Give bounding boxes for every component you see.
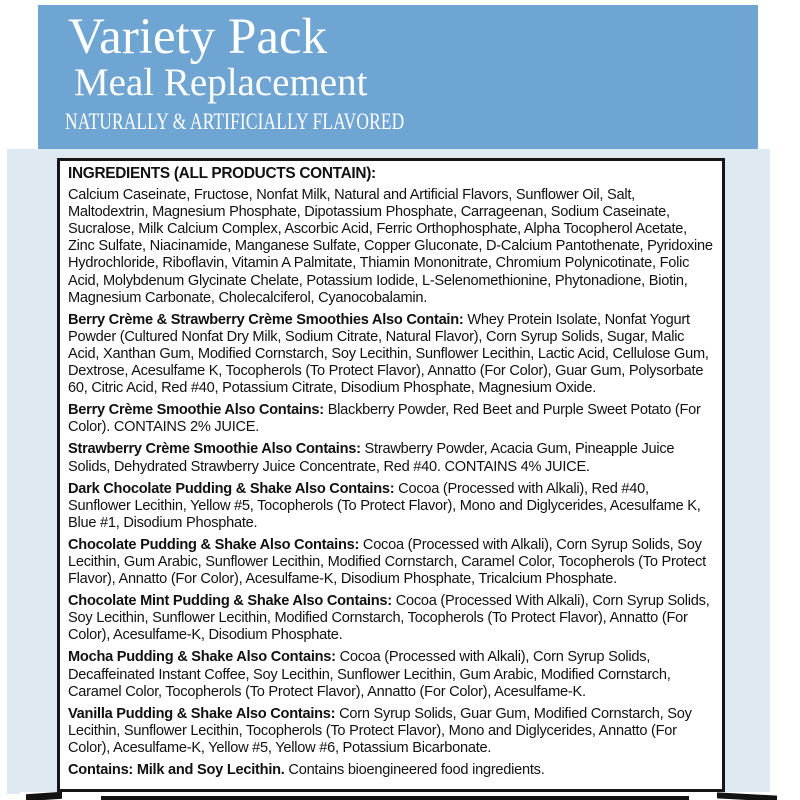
header-banner xyxy=(38,5,758,149)
paragraph-lead: Dark Chocolate Pudding & Shake Also Contains: xyxy=(68,480,395,497)
product-subtitle: Meal Replacement xyxy=(74,61,368,104)
ingredient-paragraph xyxy=(68,402,714,436)
product-title: Variety Pack xyxy=(68,9,328,65)
flavor-note: NATURALLY & ARTIFICIALLY FLAVORED xyxy=(65,109,405,135)
ingredient-paragraph xyxy=(68,593,714,644)
ingredient-paragraph xyxy=(68,312,714,397)
paragraph-lead: Contains: Milk and Soy Lecithin. xyxy=(68,762,285,778)
ingredients-paragraph-list xyxy=(68,187,714,779)
paragraph-text: Calcium Caseinate, Fructose, Nonfat Milk, Natural and Artificial Flavors, Sunflower Oil, Salt, Maltodextrin, Magnesium Phosphate, Dipotassium Phosphate, Carrageenan, Sodium Caseinate, Sucralose, Milk Calcium Complex, Ascorbic Acid, Ferric Orthophosphate, Alpha Tocopherol Acetate, Zinc Sulfate, Niacinamide, Manganese Sulfate, Copper Gluconate, D-Calcium Pantothenate, Pyridoxine Hydrochloride, Riboflavin, Vitamin A Palmitate, Thiamin Mononitrate, Chromium Polynicotinate, Folic Acid, Molybdenum Glycinate Chelate, Potassium Iodide, L-Selenomethionine, Phytonadione, Biotin, Magnesium Carbonate, Cholecalciferol, Cyanocobalamin. xyxy=(68,187,713,306)
ingredient-paragraph xyxy=(68,649,714,700)
ingredient-paragraph xyxy=(68,441,714,475)
paragraph-text: Contains bioengineered food ingredients. xyxy=(284,762,545,778)
paragraph-text: Corn Syrup Solids, Guar Gum, Modified Cornstarch, Soy Lecithin, Sunflower Lecithin, Tocopherols (To Protect Flavor), Mono and Diglycerides, Annatto (For Color), Acesulfame-K, Yellow #5, Yellow #6, Potassium Bicarbonate. xyxy=(68,705,692,756)
paragraph-text: Cocoa (Processed With Alkali), Corn Syrup Solids, Soy Lecithin, Sunflower Lecithin, Modified Cornstarch, Tocopherols (To Protect Flavor), Annatto (For Color), Acesulfame-K, Disodium Phosphate. xyxy=(68,593,710,644)
paragraph-lead: Strawberry Crème Smoothie Also Contains: xyxy=(68,441,361,458)
paragraph-lead: Chocolate Mint Pudding & Shake Also Contains: xyxy=(68,593,392,610)
paragraph-lead: Berry Crème Smoothie Also Contains: xyxy=(68,402,324,419)
paragraph-lead: Berry Crème & Strawberry Crème Smoothies Also Contain: xyxy=(68,311,464,328)
package-edge-fragment-left xyxy=(26,792,62,800)
paragraph-text: Whey Protein Isolate, Nonfat Yogurt Powder (Cultured Nonfat Dry Milk, Sodium Citrate, Natural Flavor), Corn Syrup Solids, Sugar, Malic Acid, Xanthan Gum, Modified Cornstarch, Soy Lecithin, Sunflower Lecithin, Lactic Acid, Cellulose Gum, Dextrose, Acesulfame K, Tocopherols (To Protect Flavor), Annatto (For Color), Guar Gum, Polysorbate 60, Citric Acid, Red #40, Potassium Citrate, Disodium Phosphate, Magnesium Oxide. xyxy=(68,311,709,397)
ingredient-paragraph xyxy=(68,762,714,779)
paragraph-lead: Chocolate Pudding & Shake Also Contains: xyxy=(68,536,360,553)
paragraph-text: Strawberry Powder, Acacia Gum, Pineapple Juice Solids, Dehydrated Strawberry Juice Concentrate, Red #40. CONTAINS 4% JUICE. xyxy=(68,441,675,475)
ingredient-paragraph xyxy=(68,537,714,588)
ingredients-heading: INGREDIENTS (ALL PRODUCTS CONTAIN): xyxy=(68,165,376,182)
ingredient-paragraph xyxy=(68,187,714,307)
package-edge-fragment-bar xyxy=(101,796,689,800)
paragraph-text: Cocoa (Processed with Alkali), Corn Syrup Solids, Soy Lecithin, Gum Arabic, Sunflower Lecithin, Modified Cornstarch, Caramel Color, Tocopherols (To Protect Flavor), Annatto (For Color), Acesulfame-K, Disodium Phosphate, Tricalcium Phosphate. xyxy=(68,536,706,588)
ingredients-panel xyxy=(57,158,725,792)
paragraph-text: Cocoa (Processed with Alkali), Red #40, Sunflower Lecithin, Yellow #5, Tocopherols (To Protect Flavor), Mono and Diglycerides, Acesulfame K, Blue #1, Disodium Phosphate. xyxy=(68,480,701,531)
ingredient-paragraph xyxy=(68,706,714,757)
paragraph-lead: Mocha Pudding & Shake Also Contains: xyxy=(68,649,336,666)
paragraph-text: Cocoa (Processed with Alkali), Corn Syrup Solids, Decaffeinated Instant Coffee, Soy Lecithin, Sunflower Lecithin, Gum Arabic, Modified Cornstarch, Caramel Color, Tocopherols (To Protect Flavor), Annatto (For Color), Acesulfame-K. xyxy=(68,649,671,700)
paragraph-lead: Vanilla Pudding & Shake Also Contains: xyxy=(68,705,336,722)
paragraph-text: Blackberry Powder, Red Beet and Purple Sweet Potato (For Color). CONTAINS 2% JUICE. xyxy=(68,402,701,436)
ingredient-paragraph xyxy=(68,481,714,532)
